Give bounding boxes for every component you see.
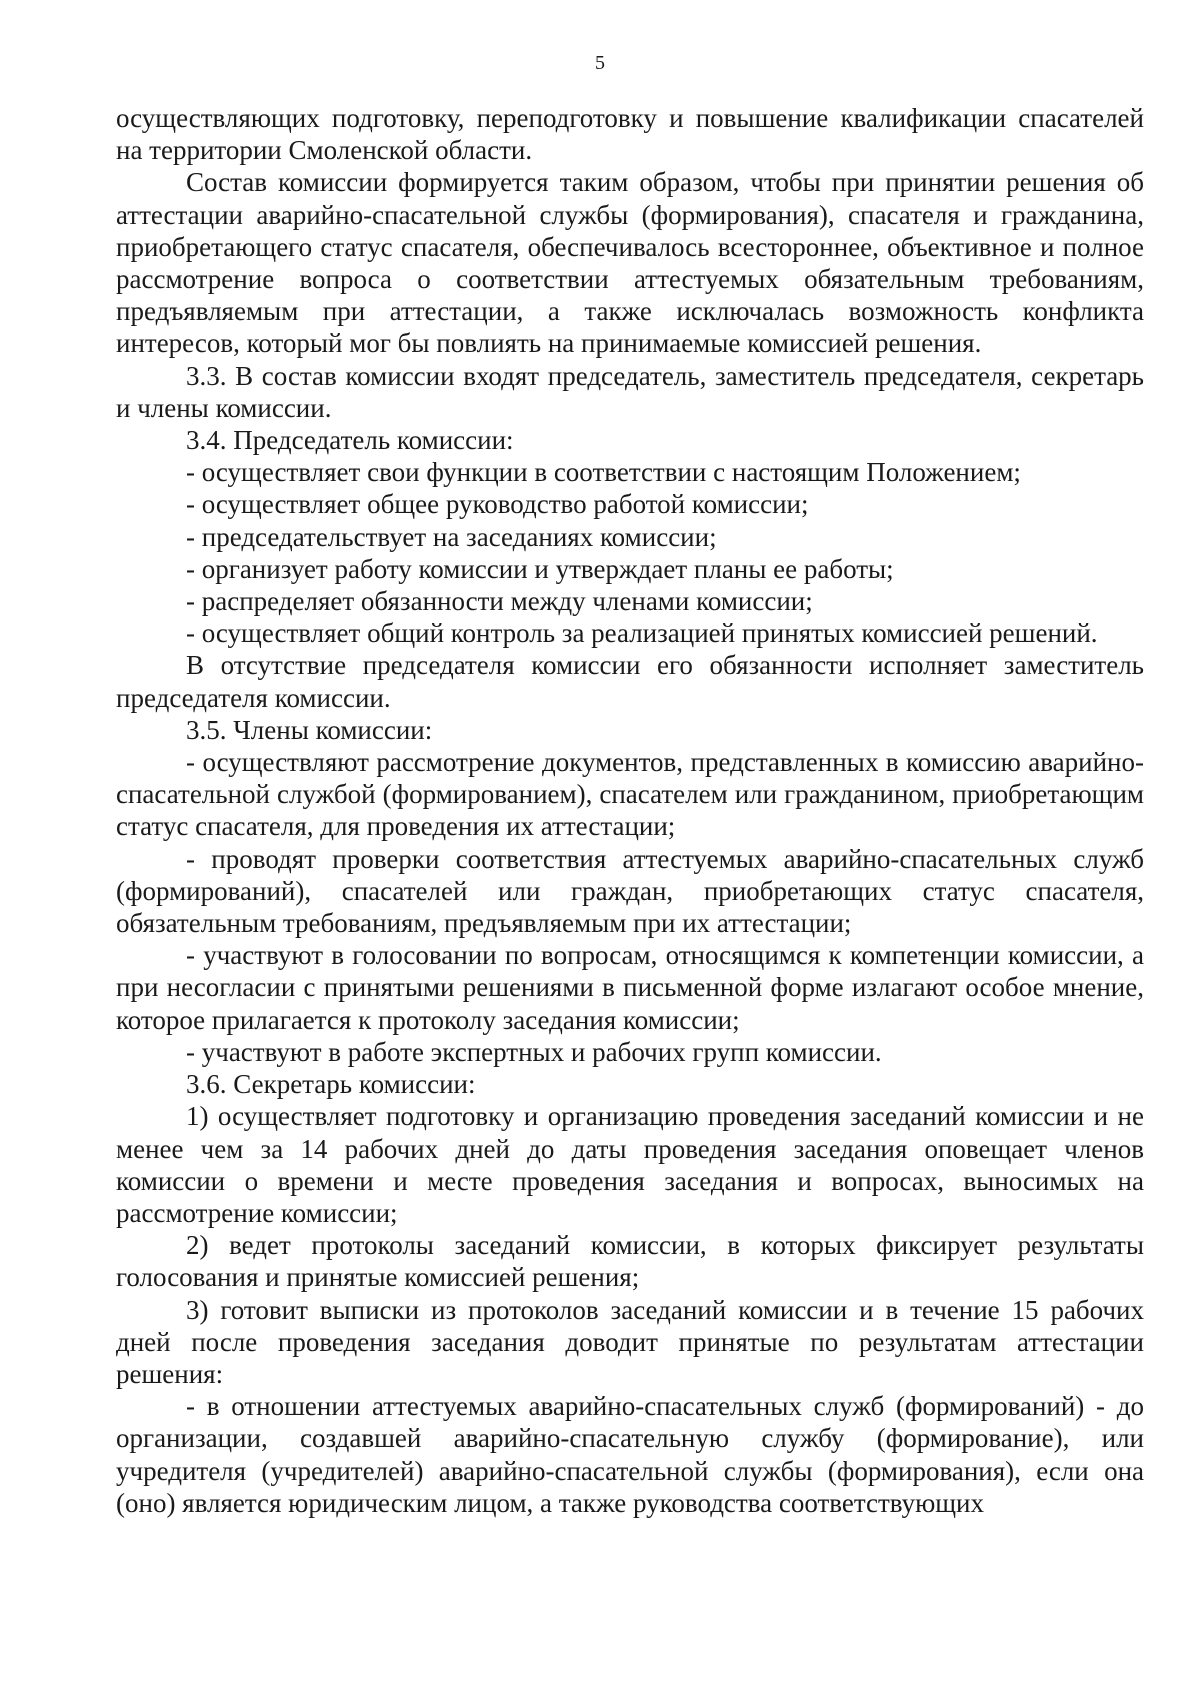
list-item: - участвуют в работе экспертных и рабочих групп комиссии. [186, 1036, 882, 1067]
list-item: - осуществляет общее руководство работой комиссии; [186, 489, 809, 520]
list-item: - участвуют в голосовании по вопросам, относящимся к компетенции комиссии, а при несогласии с принятыми решениями в письменной форме излагают особое мнение, которое прилагается к протоколу заседания комиссии; [116, 940, 1144, 1035]
paragraph: Состав комиссии формируется таким образом, чтобы при принятии решения об аттестации аварийно-спасательной службы (формирования), спасателя и гражданина, приобретающего статус спасателя, обеспечивалось всестороннее, объективное и полное рассмотрение вопроса о соответствии аттестуемых обязательным требованиям, предъявляемым при аттестации, а также исключалась возможность конфликта интересов, который мог бы повлиять на принимаемые комиссией решения. [116, 167, 1144, 359]
numbered-item: 1) осуществляет подготовку и организацию проведения заседаний комиссии и не менее чем за 14 рабочих дней до даты проведения заседания оповещает членов комиссии о времени и месте проведения заседания и вопросах, выносимых на рассмотрение комиссии; [116, 1101, 1144, 1228]
list-item: - организует работу комиссии и утверждает планы ее работы; [186, 553, 894, 584]
section-3-5-heading: 3.5. Члены комиссии: [186, 714, 433, 745]
section-3-3: 3.3. В состав комиссии входят председатель, заместитель председателя, секретарь и члены комиссии. [116, 360, 1144, 423]
numbered-item: 3) готовит выписки из протоколов заседаний комиссии и в течение 15 рабочих дней после проведения заседания доводит принятые по результатам аттестации решения: [116, 1294, 1144, 1389]
list-item: - проводят проверки соответствия аттестуемых аварийно-спасательных служб (формирований), спасателей или граждан, приобретающих статус спасателя, обязательным требованиям, предъявляемым при их аттестации; [116, 843, 1144, 939]
section-3-4-heading: 3.4. Председатель комиссии: [186, 425, 514, 456]
page-number: 5 [595, 52, 605, 74]
paragraph: В отсутствие председателя комиссии его обязанности исполняет заместитель председателя комиссии. [116, 650, 1144, 713]
section-3-6-heading: 3.6. Секретарь комиссии: [186, 1069, 476, 1100]
paragraph: осуществляющих подготовку, переподготовку и повышение квалификации спасателей на территории Смоленской области. [116, 103, 1144, 166]
document-body [116, 102, 1144, 1519]
list-item: - осуществляют рассмотрение документов, представленных в комиссию аварийно-спасательной службой (формированием), спасателем или гражданином, приобретающим статус спасателя, для проведения их аттестации; [116, 747, 1144, 842]
numbered-item: 2) ведет протоколы заседаний комиссии, в которых фиксирует результаты голосования и принятые комиссией решения; [116, 1230, 1144, 1293]
list-item: - в отношении аттестуемых аварийно-спасательных служб (формирований) - до организации, создавшей аварийно-спасательную службу (формирование), или учредителя (учредителей) аварийно-спасательной службы (формирования), если она (оно) является юридическим лицом, а также руководства соответствующих [116, 1391, 1144, 1518]
list-item: - осуществляет свои функции в соответствии с настоящим Положением; [186, 457, 1021, 488]
list-item: - осуществляет общий контроль за реализацией принятых комиссией решений. [186, 618, 1098, 649]
list-item: - председательствует на заседаниях комиссии; [186, 521, 717, 552]
list-item: - распределяет обязанности между членами комиссии; [186, 586, 813, 617]
